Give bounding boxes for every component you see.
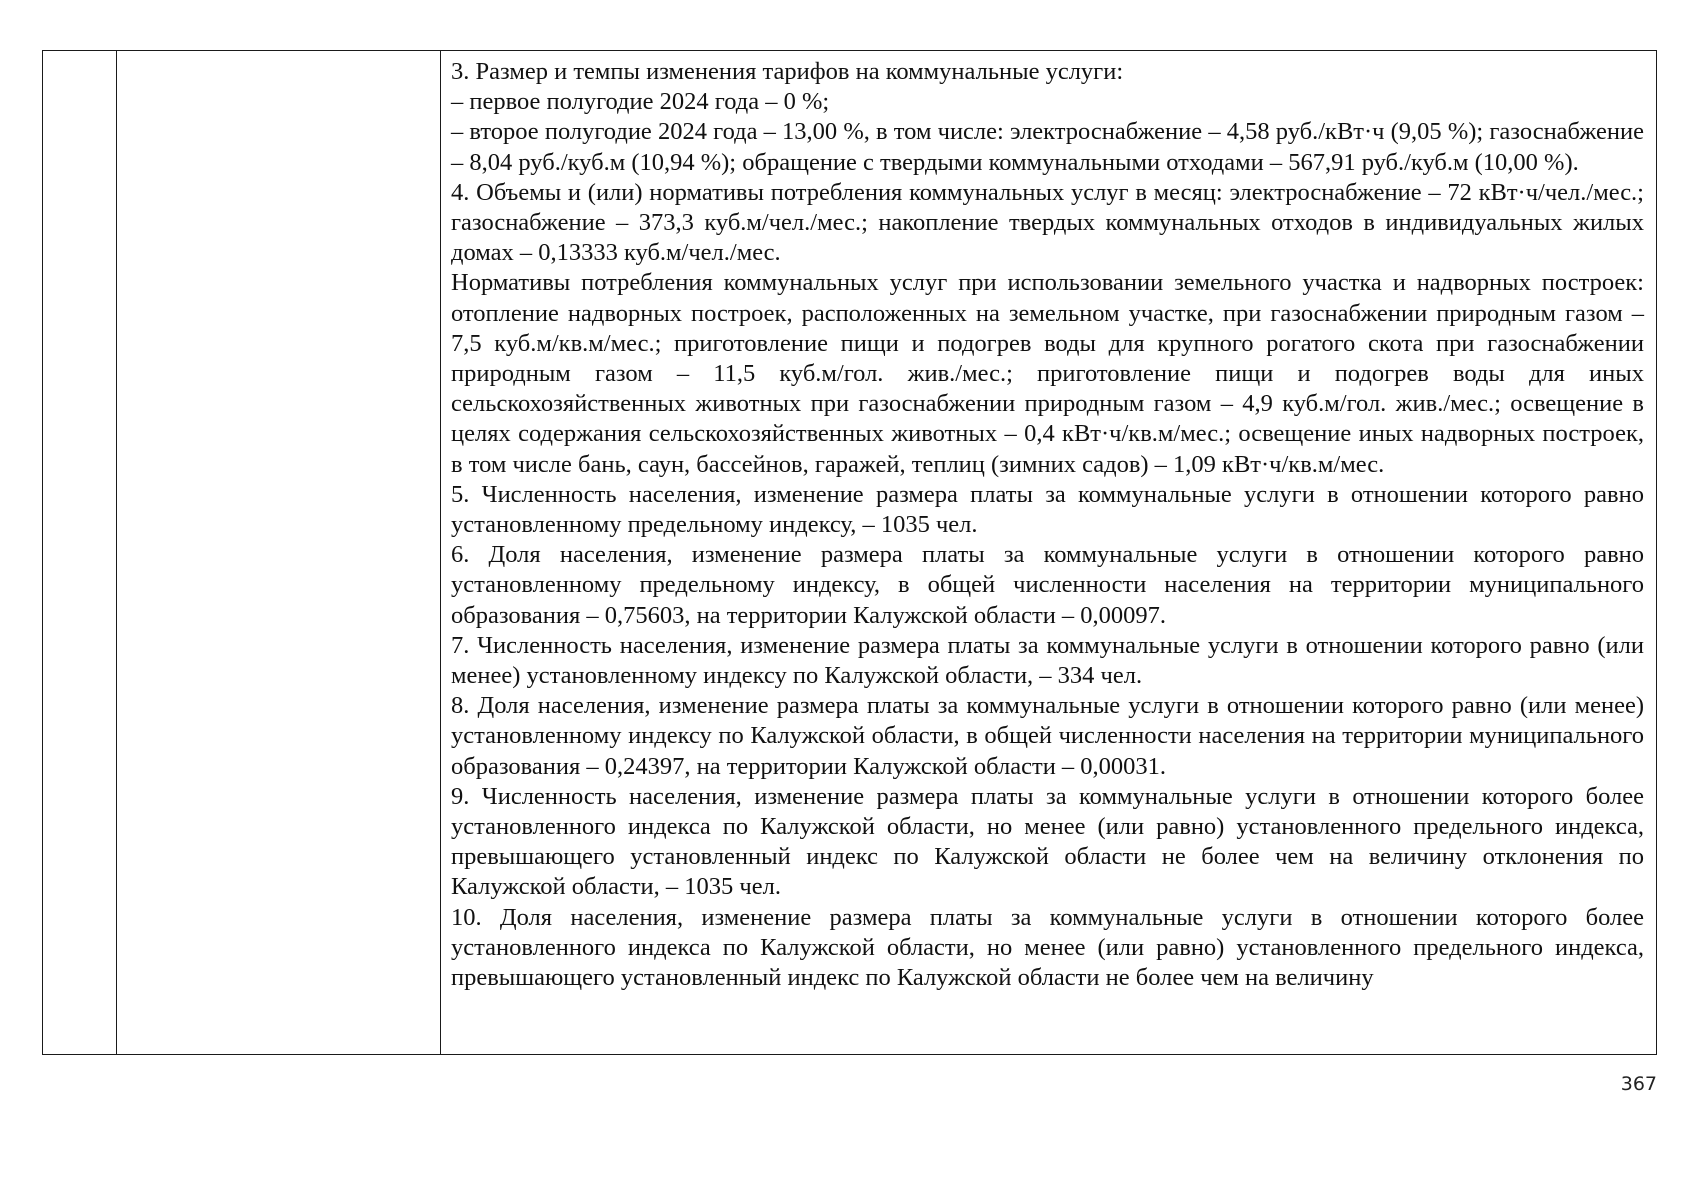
table-cell-number <box>43 51 117 1055</box>
paragraph-population-7: 7. Численность населения, изменение размера платы за коммунальные услуги в отношении которого равно (или менее) установленному индексу по Калужской области, – 334 чел. <box>451 631 1644 690</box>
paragraph-population-5: 5. Численность населения, изменение размера платы за коммунальные услуги в отношении которого равно установленному предельному индексу, – 1035 чел. <box>451 480 1644 539</box>
paragraph-share-10: 10. Доля населения, изменение размера платы за коммунальные услуги в отношении которого более установленного индекса по Калужской области, но менее (или равно) установленного предельного индекса, превышающего установленный индекс по Калужской области не более чем на величину <box>451 903 1644 992</box>
paragraph-first-half: – первое полугодие 2024 года – 0 %; <box>451 88 830 116</box>
page-number: 367 <box>1620 1073 1657 1095</box>
paragraph-land-norms: Нормативы потребления коммунальных услуг при использовании земельного участка и надворных построек: отопление надворных построек, расположенных на земельном участке, при газоснабжении природным газом – 7,5 куб.м/кв.м/мес.; приготовление пищи и подогрев воды для крупного рогатого скота при газоснабжении природным газом – 11,5 куб.м/гол. жив./мес.; приготовление пищи и подогрев воды для иных сельскохозяйственных животных при газоснабжении природным газом – 4,9 куб.м/гол. жив./мес.; освещение в целях содержания сельскохозяйственных животных – 0,4 кВт·ч/кв.м/мес.; освещение иных надворных построек, в том числе бань, саун, бассейнов, гаражей, теплиц (зимних садов) – 1,09 кВт·ч/кв.м/мес. <box>451 269 1644 478</box>
paragraph-population-9: 9. Численность населения, изменение размера платы за коммунальные услуги в отношении которого более установленного индекса по Калужской области, но менее (или равно) установленного предельного индекса, превышающего установленный индекс по Калужской области не более чем на величину отклонения по Калужской области, – 1035 чел. <box>451 782 1644 901</box>
paragraph-share-6: 6. Доля населения, изменение размера платы за коммунальные услуги в отношении которого равно установленному предельному индексу, в общей численности населения на территории муниципального образования – 0,75603, на территории Калужской области – 0,00097. <box>451 541 1644 629</box>
document-table <box>42 50 1657 1055</box>
content-text <box>451 57 1644 993</box>
paragraph-share-8: 8. Доля населения, изменение размера платы за коммунальные услуги в отношении которого равно (или менее) установленному индексу по Калужской области, в общей численности населения на территории муниципального образования – 0,24397, на территории Калужской области – 0,00031. <box>451 692 1644 780</box>
table-cell-content <box>441 51 1657 1055</box>
table-cell-name <box>117 51 441 1055</box>
paragraph-second-half: – второе полугодие 2024 года – 13,00 %, в том числе: электроснабжение – 4,58 руб./кВт·ч (9,05 %); газоснабжение – 8,04 руб./куб.м (10,94 %); обращение с твердыми коммунальными отходами – 567,91 руб./куб.м (10,00 %). <box>451 118 1644 176</box>
paragraph-tariffs-heading: 3. Размер и темпы изменения тарифов на коммунальные услуги: <box>451 58 1124 85</box>
paragraph-consumption-volumes: 4. Объемы и (или) нормативы потребления коммунальных услуг в месяц: электроснабжение – 72 кВт·ч/чел./мес.; газоснабжение – 373,3 куб.м/чел./мес.; накопление твердых коммунальных отходов в индивидуальных жилых домах – 0,13333 куб.м/чел./мес. <box>451 178 1644 267</box>
table-row <box>43 51 1657 1055</box>
